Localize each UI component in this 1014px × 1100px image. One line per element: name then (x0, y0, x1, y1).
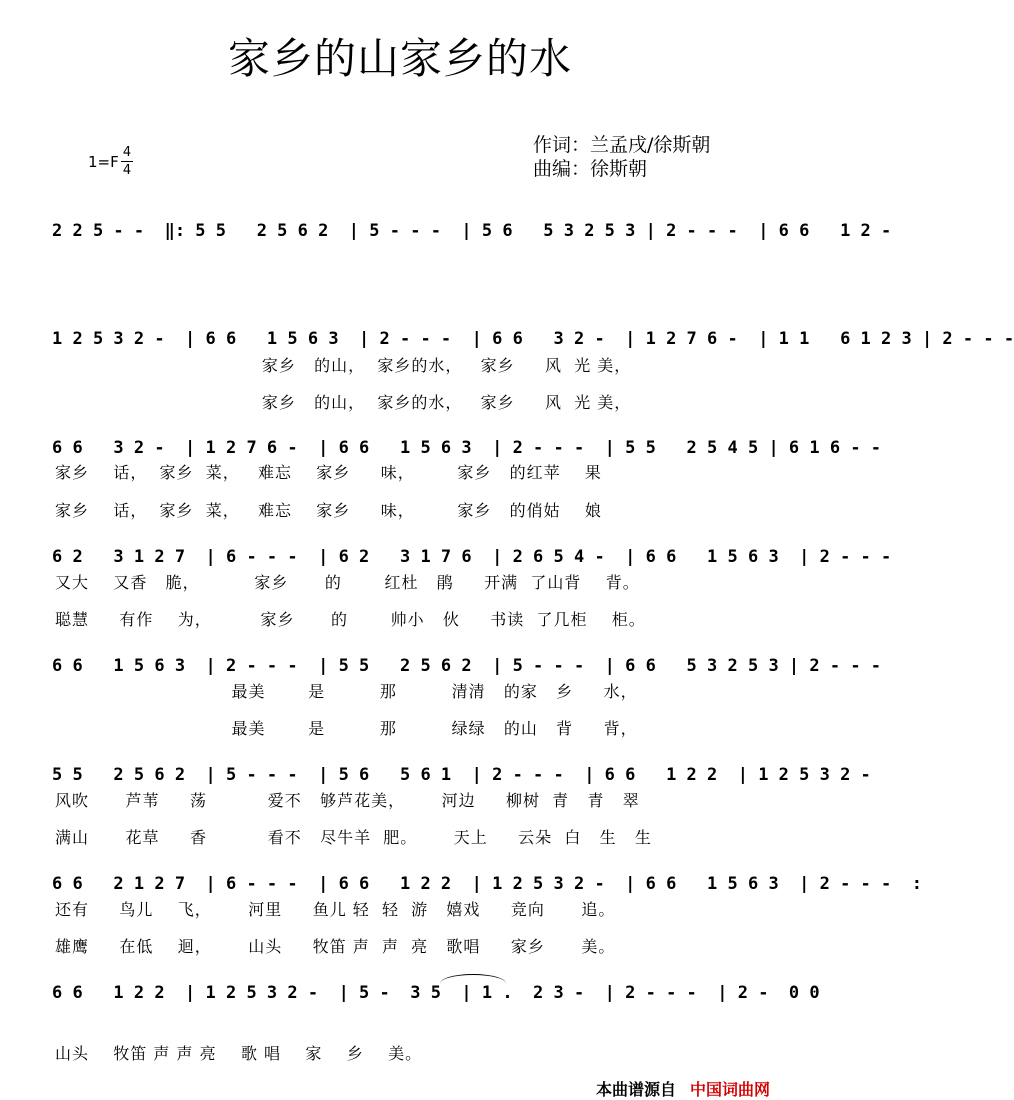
notation-line-6: 5 5 2 5 6 2 | 5 - - - | 5 6 5 6 1 | 2 - - - | 6 6 1 2 2 | 1 2 5 3 2 - (52, 765, 871, 785)
lyric-line-2b: 家乡 的山， 家乡的水， 家乡 风 光 美， (55, 393, 632, 412)
lyric-line-2a: 家乡 的山， 家乡的水， 家乡 风 光 美， (55, 356, 632, 375)
notation-line-2: 1 2 5 3 2 - | 6 6 1 5 6 3 | 2 - - - | 6 6 3 2 - | 1 2 7 6 - | 1 1 6 1 2 3 | 2 - - - (52, 329, 1014, 349)
arranger-credit: 曲编：徐斯朝 (533, 158, 648, 180)
time-signature (121, 145, 133, 178)
lyricist-credit: 作词：兰孟戌/徐斯朝 (533, 134, 711, 156)
credits (533, 133, 710, 181)
lyric-line-8: 山头 牧笛 声 声 亮 歌 唱 家 乡 美。 (55, 1044, 423, 1063)
lyric-line-5b: 最美 是 那 绿绿 的山 背 背， (55, 719, 638, 738)
lyric-line-3b: 家乡 话， 家乡 菜， 难忘 家乡 味， 家乡 的俏姑 娘 (55, 501, 602, 520)
lyric-line-6b: 满山 花草 香 看不 尽牛羊 肥。 天上 云朵 白 生 生 (55, 828, 652, 847)
lyric-line-7b: 雄鹰 在低 迴， 山头 牧笛 声 声 亮 歌唱 家乡 美。 (55, 937, 616, 956)
lyric-line-4b: 聪慧 有作 为， 家乡 的 帅小 伙 书读 了几柜 柜。 (55, 610, 646, 629)
meter-bottom: 4 (122, 163, 132, 178)
source-label: 本曲谱源自 (596, 1080, 677, 1099)
lyric-line-6a: 风吹 芦苇 荡 爱不 够芦花美， 河边 柳树 青 青 翠 (55, 791, 640, 810)
notation-line-5: 6 6 1 5 6 3 | 2 - - - | 5 5 2 5 6 2 | 5 - - - | 6 6 5 3 2 5 3 | 2 - - - (52, 656, 882, 676)
source-credit (596, 1077, 770, 1100)
lyric-line-7a: 还有 鸟儿 飞， 河里 鱼儿 轻 轻 游 嬉戏 竞向 追。 (55, 900, 616, 919)
song-title: 家乡的山家乡的水 (227, 34, 572, 83)
notation-line-8: 6 6 1 2 2 | 1 2 5 3 2 - | 5 - 3 5 | 1 . 2 3 - | 2 - - - | 2 - 0 0 (52, 983, 820, 1003)
key-signature: 1=F (88, 153, 119, 171)
notation-line-1: 2 2 5 - - ‖: 5 5 2 5 6 2 | 5 - - - | 5 6 5 3 2 5 3 | 2 - - - | 6 6 1 2 - (52, 221, 892, 241)
notation-line-3: 6 6 3 2 - | 1 2 7 6 - | 6 6 1 5 6 3 | 2 - - - | 5 5 2 5 4 5 | 6 1 6 - - (52, 438, 882, 458)
lyric-line-5a: 最美 是 那 清清 的家 乡 水， (55, 682, 638, 701)
notation-line-4: 6 2 3 1 2 7 | 6 - - - | 6 2 3 1 7 6 | 2 6 5 4 - | 6 6 1 5 6 3 | 2 - - - (52, 547, 892, 567)
source-site: 中国词曲网 (690, 1080, 771, 1099)
notation-line-7: 6 6 2 1 2 7 | 6 - - - | 6 6 1 2 2 | 1 2 5 3 2 - | 6 6 1 5 6 3 | 2 - - - : (52, 874, 922, 894)
meter-top: 4 (122, 145, 132, 160)
lyric-line-4a: 又大 又香 脆， 家乡 的 红杜 鹃 开满 了山背 背。 (55, 573, 640, 592)
lyric-line-3a: 家乡 话， 家乡 菜， 难忘 家乡 味， 家乡 的红苹 果 (55, 463, 602, 482)
